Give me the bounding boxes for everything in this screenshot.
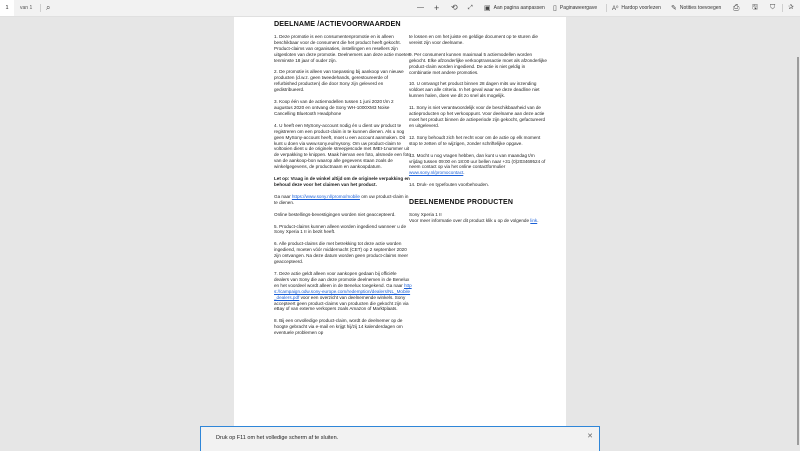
page-view-label: Paginaweergave <box>559 5 598 11</box>
text: Ga naar <box>274 193 292 199</box>
add-notes-label: Notities toevoegen <box>679 5 722 11</box>
zoom-in-button[interactable]: + <box>434 3 440 13</box>
text: . <box>463 170 465 176</box>
print-icon[interactable]: ⎙ <box>733 3 740 12</box>
add-notes-button[interactable] <box>671 0 721 16</box>
clause-3: 3. Koop één van de actiemodellen tussen 1 juni 2020 t/m 2 augustus 2020 en ontvang de Sony WH-1000XM3 Noise Cancelling Bluetooth Headphone <box>274 99 394 116</box>
fit-page-button[interactable] <box>484 0 545 16</box>
products-heading: DEELNEMENDE PRODUCTEN <box>409 199 514 207</box>
close-icon[interactable]: ✕ <box>587 433 593 440</box>
read-aloud-button[interactable] <box>612 0 661 16</box>
fullscreen-notification <box>200 426 600 451</box>
pin-icon[interactable]: ✰ <box>788 4 794 11</box>
text: voor een overzicht van deelnemende winkels. Sony accepteert geen product-claims van producten die gekocht zijn via eBay of van externe verkopers zoals Amazon of Marktplaats. <box>274 294 409 312</box>
product-name: Sony Xperia 1 II <box>409 212 442 218</box>
page-number-input[interactable]: 1 <box>0 0 14 16</box>
toolbar-divider <box>40 4 41 12</box>
document-title: DEELNAME /ACTIEVOORWAARDEN <box>274 19 401 28</box>
clause-4: 4. U heeft een MySony-account nodig én u dient uw product te registreren om een product-claim in te kunnen dienen. Als u nog geen MySony-account heeft, moet u een account aanmaken. Dit kunt u doen via www.sony.eu/mysony. Om uw product-claim te voltooien dient u de originele streepjescode met IMEI-1nummer uit de verpakking te knippen. Maak hiervan een foto, alsmede een foto van de aankoop-bon waarop alle gegevens staan zoals de winkelgegevens, de productnaam en aankoopdatum. <box>274 122 411 170</box>
rotate-button[interactable]: ⟲ <box>451 3 458 12</box>
clause-9: 9. Per consument kunnen maximaal 5 actiemodellen worden gekocht. Elke afzonderlijke verkooptransactie moet als afzonderlijke product-claim worden ingediend. De actie is niet geldig in combinatie met andere promoties. <box>409 51 547 75</box>
read-aloud-icon: A⁰ <box>612 5 619 12</box>
notification-text: Druk op F11 om het volledige scherm af te sluiten. <box>216 435 339 441</box>
text: . <box>537 217 539 223</box>
clause-12: 12. Sony behoudt zich het recht voor om de actie op elk moment stop te zetten of te wijzigen, zonder schriftelijke opgave. <box>409 134 541 146</box>
text: 7. Deze actie geldt alleen voor aankopen gedaan bij officiële dealers van Sony die aan deze promotie deelnemen in de Benelux en het voordeel wordt alleen in de Benelux toegekend. Ga naar <box>274 271 410 288</box>
pdf-page <box>234 17 566 450</box>
dealers-link[interactable]: https://campaign.odw.sony-europe.com/redemption/dealers/NL_Mobile_dealers.pdf <box>274 282 412 300</box>
claim-link-paragraph <box>274 194 412 206</box>
clause-1: 1. Deze promotie is een consumentenpromotie en is alleen beschikbaar voor de consument die het product heeft gekocht. Product-claims van organisaties, instellingen en resellers zijn uitgesloten van deze promotie. Deelnemers aan deze actie moeten tenminste 18 jaar of ouder zijn. <box>274 33 411 63</box>
toolbar-divider <box>782 4 783 12</box>
clause-11: 11. Sony is niet verantwoordelijk voor de beschikbaarheid van de actieproducten op het verkooppunt. Voor deelname aan deze actie moet het product binnen de actieperiode zijn gekocht, gefactureerd en uitgeleverd. <box>409 105 546 128</box>
text: om uw product-claim in te dienen. <box>274 193 409 205</box>
pen-icon: ✎ <box>671 5 677 12</box>
toolbar-divider <box>606 4 607 12</box>
contact-link[interactable]: www.sony.nl/promocontact <box>409 170 464 176</box>
promo-link[interactable]: https://www.sony.nl/promo/mobile <box>291 193 360 199</box>
fit-page-icon: ▣ <box>484 5 491 12</box>
zoom-out-button[interactable]: — <box>417 4 424 11</box>
notice-text: Let op: Vraag in de winkel altijd om de originele verpakking en behoud deze voor het claimen van het product. <box>274 176 410 187</box>
clause-2: 2. De promotie is alleen van toepassing bij aankoop van nieuwe producten (d.w.z. geen tweedehands, gerestoureerde of refurbished producten) die door Sony zijn geleverd en gedistribueerd. <box>274 69 404 93</box>
save-icon[interactable]: 🖫 <box>752 4 758 11</box>
clause-13 <box>409 153 547 177</box>
fullscreen-button[interactable]: ⤢ <box>468 5 473 11</box>
page-view-button[interactable] <box>553 0 597 16</box>
online-confirmations-note: Online bestellings-bevestigingen worden niet geaccepteerd. <box>274 211 396 217</box>
clause-5: 5. Product-claims kunnen alleen worden ingediend wanneer u de Sony Xperia 1 II in bezit heeft. <box>274 223 407 235</box>
text: Voor meer informatie over dit product klik u op de volgende <box>409 217 531 223</box>
clause-7 <box>274 271 412 312</box>
fit-page-label: Aan pagina aanpassen <box>493 5 545 11</box>
product-info <box>409 212 547 224</box>
read-aloud-label: Hardop voorlezen <box>621 5 661 11</box>
search-icon[interactable]: ⌕ <box>46 3 51 12</box>
save-as-icon[interactable]: ⛉ <box>770 4 776 11</box>
clause-8: 8. Bij een onvolledige product-claim, wordt de deelnemer op de hoogte gebracht via e-mail en krijgt hij/zij 14 kalenderdagen om eventuele problemen op <box>274 318 403 336</box>
page-view-icon: ▯ <box>553 5 557 12</box>
clause-10: 10. U ontvangt het product binnen 28 dagen mits uw inzending voldoet aan alle criteria. In het geval waar we deze deadline niet kunnen halen, doen we dit zo snel als mogelijk. <box>409 81 540 99</box>
page-count-label: van 1 <box>20 5 33 11</box>
right-column <box>409 34 547 224</box>
clause-8-continued: te lossen en om het juiste en geldige document op te sturen die vereist zijn voor deelname. <box>409 34 538 45</box>
vertical-scrollbar[interactable] <box>797 57 799 445</box>
document-viewport <box>0 17 800 450</box>
clause-6: 6. Alle product-claims die met betrekking tot deze actie worden ingediend, moeten vóór middernacht (CET) op 2 september 2020 zijn ontvangen. Na deze datum worden geen product-claims meer geaccepteerd. <box>274 241 409 265</box>
left-column <box>274 21 412 342</box>
text: 13. Mocht u nog vragen hebben, dan kunt u van maandag t/m vrijdag tussen 09:00 en 18:00 uur bellen naar +31 (0)203469524 of neem contact op via het online contactformulier <box>409 152 546 170</box>
pdf-toolbar <box>0 0 800 17</box>
clause-14: 14. Druk- en typefouten voorbehouden. <box>409 182 489 188</box>
product-link[interactable]: link <box>530 217 538 223</box>
